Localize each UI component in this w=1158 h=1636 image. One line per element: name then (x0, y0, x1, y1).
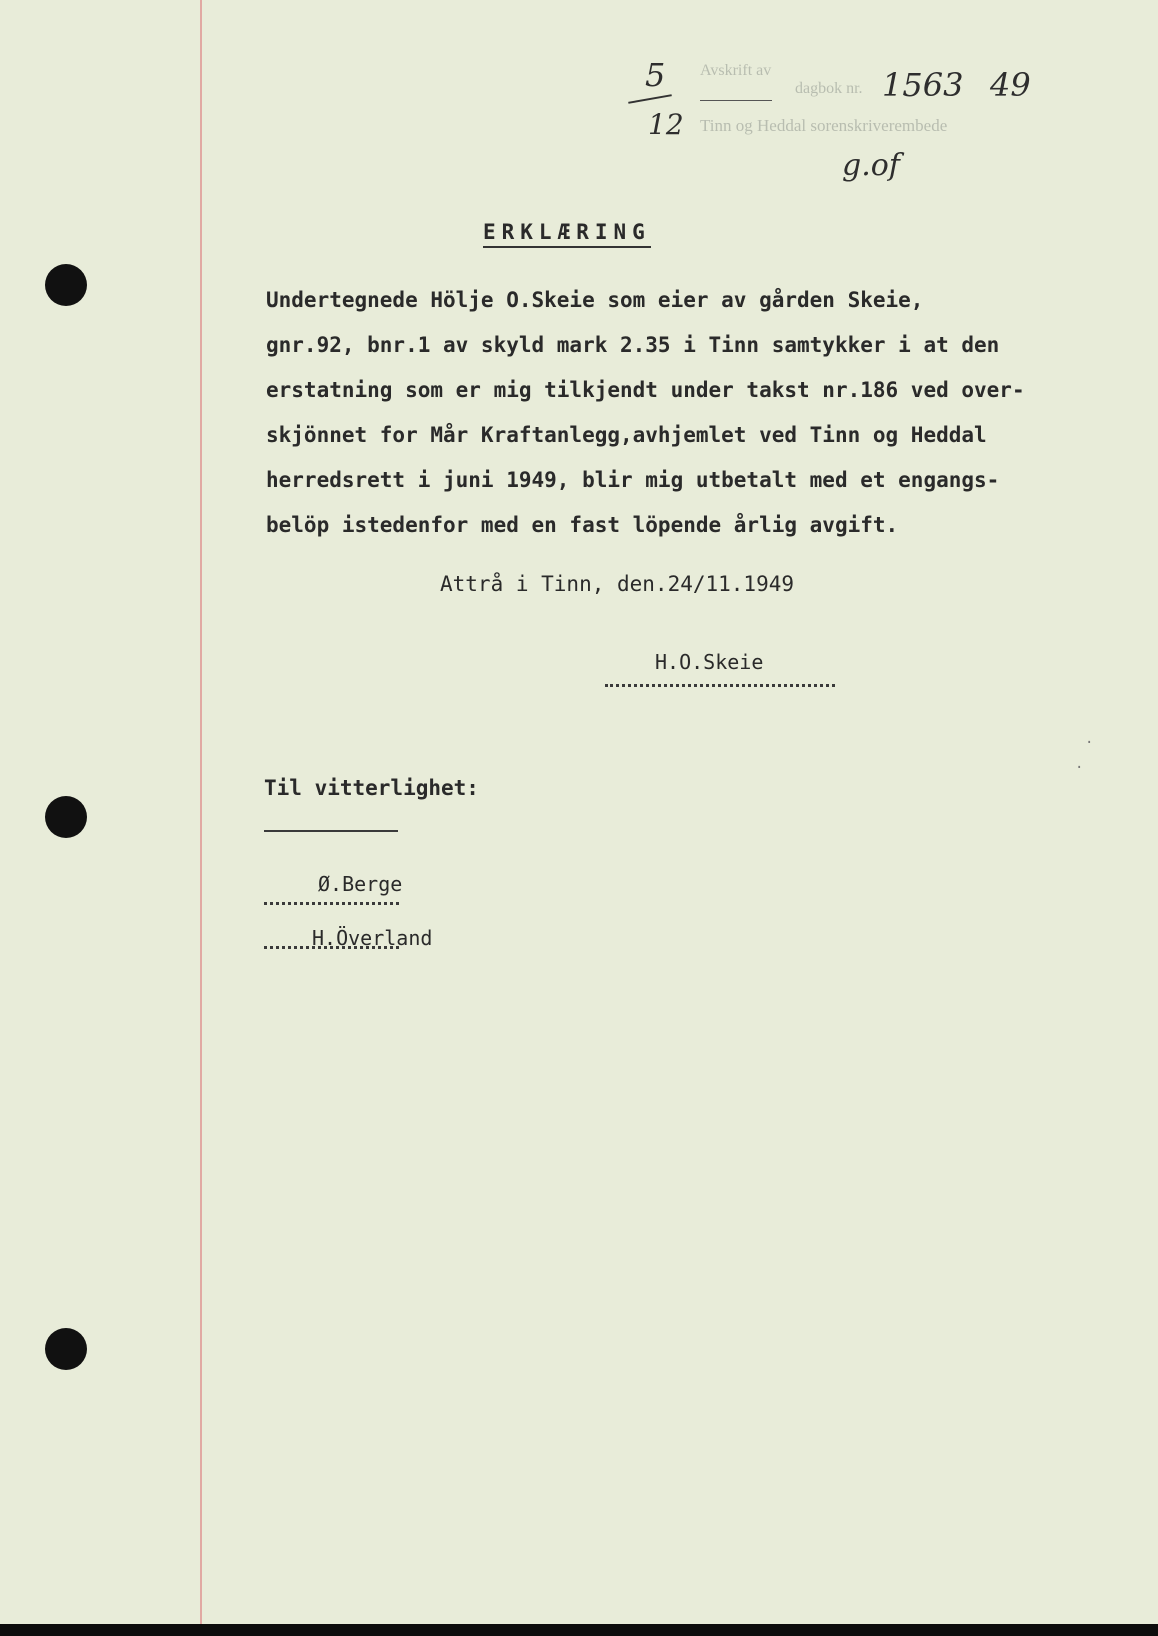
punch-hole-middle (45, 796, 87, 838)
witness-2: H.Överland (312, 926, 433, 950)
handwritten-fraction-bottom: 12 (648, 108, 684, 141)
punch-hole-top (45, 264, 87, 306)
speck-mark: · (1075, 760, 1084, 776)
margin-line (200, 0, 202, 1624)
stamp-office: Tinn og Heddal sorenskriverembede (700, 116, 948, 135)
fraction-line (628, 94, 672, 104)
place-date: Attrå i Tinn, den.24/11.1949 (440, 572, 795, 596)
stamp-avskrift: Avskrift av (700, 62, 772, 79)
document-title: ERKLÆRING (483, 220, 651, 248)
handwritten-fraction-top: 5 (645, 56, 666, 94)
witness-1: Ø.Berge (318, 872, 403, 896)
body-line-2: gnr.92, bnr.1 av skyld mark 2.35 i Tinn samtykker i at den (266, 333, 1000, 357)
signature: H.O.Skeie (655, 650, 764, 674)
punch-hole-bottom (45, 1328, 87, 1370)
stamp-underline (700, 100, 772, 101)
witness-2-line (264, 946, 399, 949)
scan-bottom-edge (0, 1624, 1158, 1636)
witness-1-line (264, 902, 399, 905)
handwritten-entry-number: 1563 (882, 66, 964, 104)
body-line-5: herredsrett i juni 1949, blir mig utbetalt med et engangs- (266, 468, 1000, 492)
handwritten-initials: g.of (842, 148, 900, 183)
body-line-6: belöp istedenfor med en fast löpende årlig avgift. (266, 513, 899, 537)
speck-mark: · (1085, 735, 1094, 751)
stamp-dagbok: dagbok nr. (795, 80, 863, 97)
witness-heading: Til vitterlighet: (264, 776, 479, 800)
body-line-4: skjönnet for Mår Kraftanlegg,avhjemlet ved Tinn og Heddal (266, 423, 987, 447)
body-line-3: erstatning som er mig tilkjendt under takst nr.186 ved over- (266, 378, 1025, 402)
witness-blank-line (264, 830, 398, 832)
body-line-1: Undertegnede Hölje O.Skeie som eier av gården Skeie, (266, 288, 924, 312)
signature-line (605, 684, 835, 687)
handwritten-entry-year: 49 (990, 66, 1031, 104)
